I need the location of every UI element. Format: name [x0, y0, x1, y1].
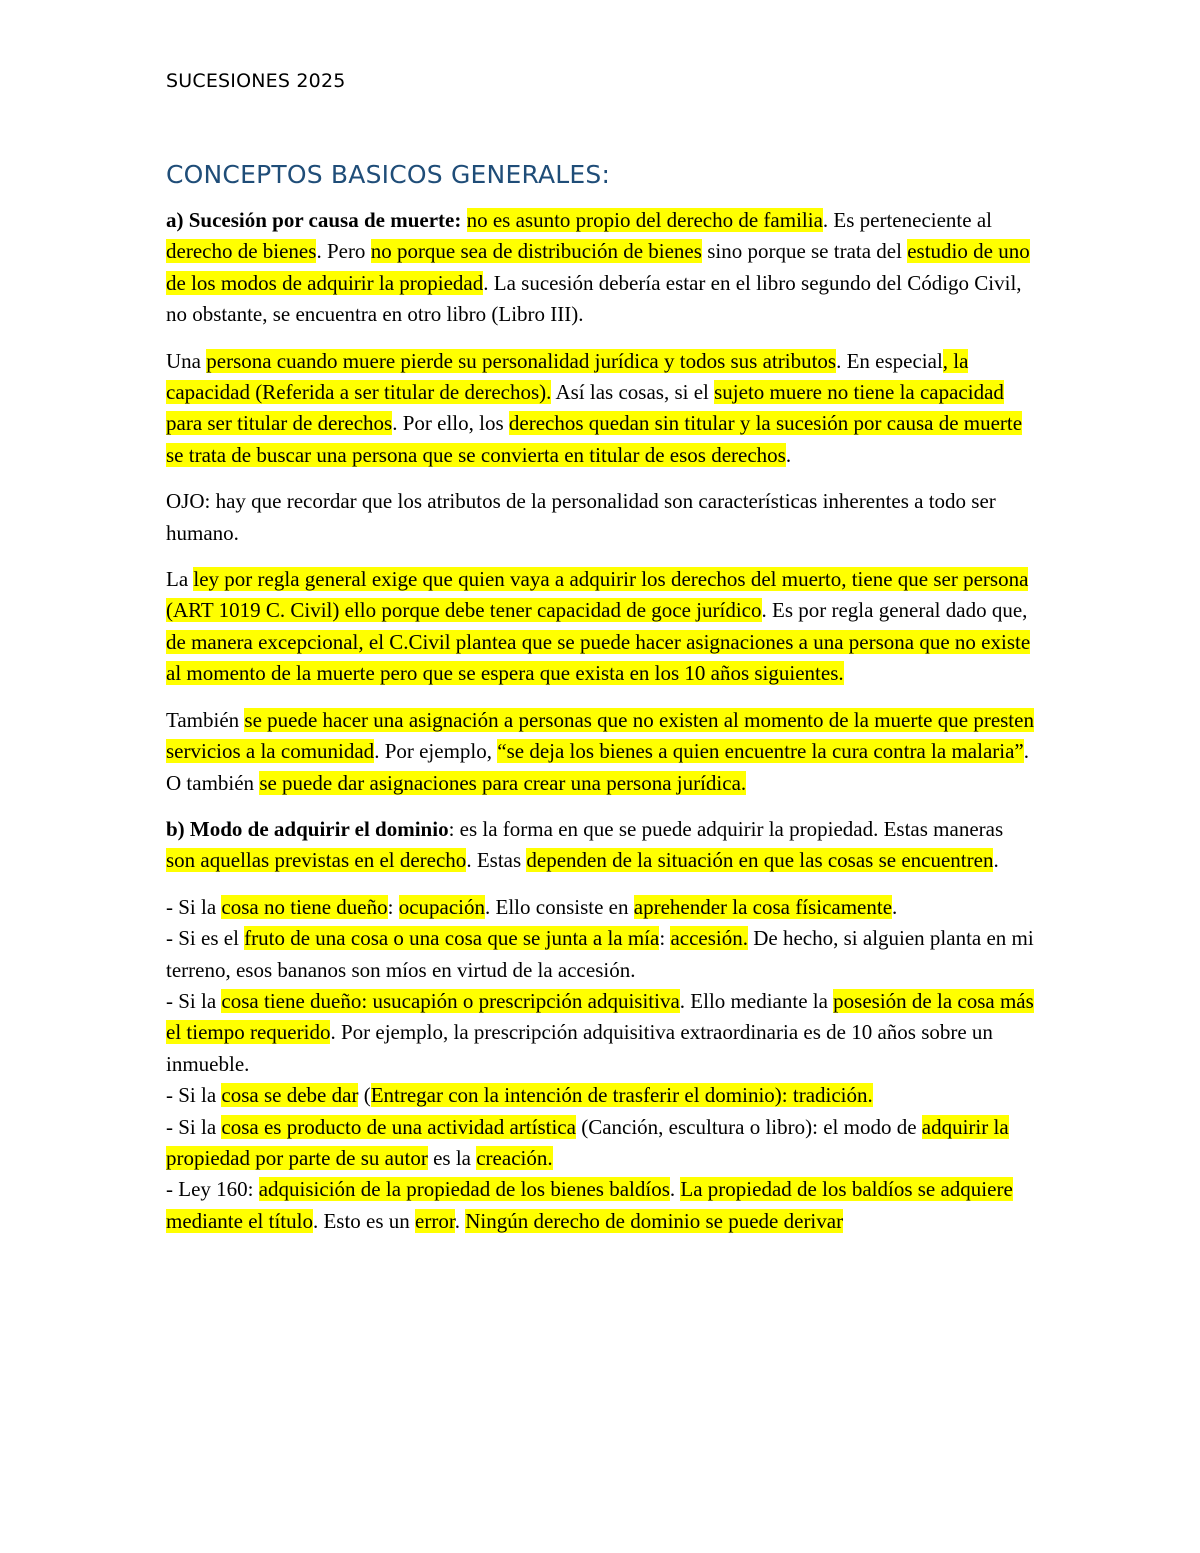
text-run: . Pero — [316, 239, 371, 264]
highlight: no es asunto propio del derecho de familia — [466, 208, 823, 232]
highlight: , la capacidad (Referida a ser titular de derechos). — [166, 348, 969, 405]
highlight: ocupación — [398, 894, 486, 919]
highlight: se puede hacer una asignación a personas que no existen al momento de la muerte que presten servicios a la comunidad — [166, 707, 1034, 764]
text-run: . — [669, 1177, 681, 1202]
text-run: es la — [427, 1145, 477, 1170]
list-item — [166, 1080, 1036, 1111]
section-heading: CONCEPTOS BASICOS GENERALES: — [166, 160, 611, 189]
text-run: . Esto es un — [312, 1208, 416, 1233]
highlight: adquisición de la propiedad de los bienes baldíos — [258, 1177, 670, 1202]
text-run: sino porque se trata del — [701, 239, 908, 264]
modes-list — [166, 892, 1036, 1237]
highlight: accesión. — [670, 926, 748, 951]
paragraph-ley — [166, 564, 1036, 690]
text-run: . Ello consiste en — [485, 894, 634, 919]
highlight: “se deja los bienes a quien encuentre la cura contra la malaria” — [497, 739, 1024, 764]
text-run: . La sucesión debería estar en el libro segundo del Código Civil, no obstante, se encuentra en otro libro (Libro III). — [166, 270, 1022, 327]
text-run: (Canción, escultura o libro): el modo de — [575, 1114, 922, 1139]
text-run: Así las cosas, si el — [551, 380, 715, 405]
highlight: Entregar con la intención de trasferir el dominio): tradición. — [370, 1083, 873, 1108]
text-run: - Si la — [166, 1114, 222, 1139]
highlight: Ningún derecho de dominio se puede derivar — [465, 1208, 844, 1233]
highlight: son aquellas previstas en el derecho — [166, 848, 467, 873]
highlight: estudio de uno de los modos de adquirir la propiedad — [166, 239, 1030, 295]
paragraph-tambien — [166, 705, 1036, 799]
text-run: . Por ello, los — [392, 411, 509, 436]
list-item — [166, 892, 1036, 923]
text-run: - Si la — [166, 1083, 222, 1108]
document-header: SUCESIONES 2025 — [166, 70, 346, 92]
text-run: : es la forma en que se puede adquirir la propiedad. Estas maneras — [448, 816, 1004, 841]
highlight: sujeto muere no tiene la capacidad para ser titular de derechos — [166, 380, 1004, 436]
paragraph-modo — [166, 814, 1036, 877]
text-run: . O también — [166, 739, 1029, 795]
text-run: - Ley 160: — [166, 1177, 259, 1202]
highlight: dependen de la situación en que las cosas se encuentren — [526, 848, 994, 873]
highlight: creación. — [476, 1145, 553, 1170]
highlight: cosa tiene dueño: usucapión o prescripción adquisitiva — [221, 988, 680, 1013]
highlight: de manera excepcional, el C.Civil plantea que se puede hacer asignaciones a una persona que no existe al momento de la muerte pero que se espera que exista en los 10 años siguientes. — [166, 629, 1031, 686]
text-run: . Es perteneciente al — [822, 208, 992, 232]
text-run: También — [166, 707, 245, 732]
highlight: ley por regla general exige que quien vaya a adquirir los derechos del muerto, tiene que ser persona (ART 1019 C. Civil) ello porque debe tener capacidad de goce jurídico — [166, 567, 1029, 623]
list-item — [166, 1174, 1036, 1237]
highlight: La propiedad de los baldíos se adquiere mediante el título — [166, 1177, 1013, 1233]
paragraph-ojo: OJO: hay que recordar que los atributos de la personalidad son características inherentes a todo ser humano. — [166, 489, 996, 545]
text-run: - Si es el — [166, 926, 245, 951]
text-run: . En especial — [836, 348, 943, 373]
highlight: derechos quedan sin titular y la sucesión por causa de muerte se trata de buscar una persona que se convierta en titular de esos derechos — [166, 411, 1023, 467]
text-run: . — [993, 848, 999, 873]
highlight: adquirir la propiedad por parte de su autor — [166, 1114, 1009, 1170]
text-run: : — [659, 926, 671, 951]
text-run: . — [892, 894, 898, 919]
list-item — [166, 1112, 1036, 1175]
highlight: cosa se debe dar — [221, 1083, 359, 1108]
paragraph-label: a) Sucesión por causa de muerte: — [166, 208, 462, 232]
text-run: . Es por regla general dado que, — [761, 598, 1028, 623]
text-run: - Si la — [166, 894, 222, 919]
highlight: aprehender la cosa físicamente — [633, 894, 893, 919]
highlight: cosa es producto de una actividad artística — [221, 1114, 576, 1139]
text-run: . — [785, 442, 792, 467]
text-run: Una — [166, 348, 207, 373]
document-body — [166, 205, 1036, 1237]
text-run: . — [454, 1208, 466, 1233]
paragraph-label: b) Modo de adquirir el dominio — [166, 816, 449, 841]
list-item — [166, 923, 1036, 986]
text-run: De hecho, si alguien planta en mi terreno, esos bananos son míos en virtud de la accesión. — [166, 926, 1034, 982]
text-run: : — [387, 894, 399, 919]
highlight: persona cuando muere pierde su personalidad jurídica y todos sus atributos — [206, 348, 837, 373]
text-run: . Por ejemplo, la prescripción adquisitiva extraordinaria es de 10 años sobre un inmueble. — [166, 1020, 993, 1076]
highlight: no porque sea de distribución de bienes — [370, 239, 702, 264]
text-run — [461, 208, 466, 232]
text-run: . Ello mediante la — [679, 988, 834, 1013]
highlight: derecho de bienes — [166, 239, 317, 264]
highlight: posesión de la cosa más el tiempo requerido — [166, 988, 1034, 1045]
text-run: . Estas — [466, 848, 527, 873]
highlight: se puede dar asignaciones para crear una persona jurídica. — [259, 770, 747, 795]
text-run: - Si la — [166, 988, 222, 1013]
highlight: fruto de una cosa o una cosa que se junta a la mía — [244, 926, 660, 951]
highlight: error — [415, 1208, 455, 1233]
text-run: ( — [358, 1083, 371, 1108]
list-item — [166, 986, 1036, 1080]
text-run: La — [166, 567, 194, 592]
paragraph-personalidad — [166, 346, 1036, 472]
highlight: cosa no tiene dueño — [221, 894, 388, 919]
paragraph-sucesion — [166, 205, 1036, 331]
text-run: . Por ejemplo, — [374, 739, 498, 764]
